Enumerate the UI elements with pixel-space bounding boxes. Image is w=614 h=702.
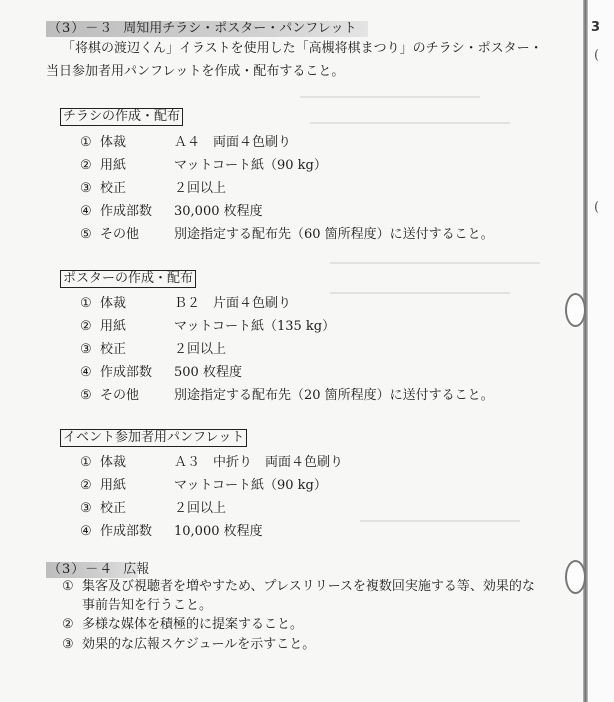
intro-line-2: 当日参加者用パンフレットを作成・配布すること。: [46, 64, 345, 79]
section-title: 周知用チラシ・ポスター・パンフレット: [123, 21, 357, 36]
section-title: 広報: [123, 562, 150, 577]
edge-mark: (: [594, 48, 600, 63]
page-number: 3: [591, 20, 601, 35]
block-title-flyer: チラシの作成・配布: [60, 108, 183, 126]
block-title-poster: ポスターの作成・配布: [60, 270, 196, 288]
bleed-through-line: [300, 96, 480, 98]
document-page: （3）－３ 周知用チラシ・ポスター・パンフレット 「将棋の渡辺くん」イラストを使用した「高槻将棋まつり」のチラシ・ポスター・ 当日参加者用パンフレットを作成・配布すること。 チラシの作成・配布 ① 体裁 Ａ４ 両面４色刷り ② 用紙 マットコート紙（90 kg） ③ 校正 ２回以上 ④ 作成部数 30,000 枚程度 ⑤ その他 別途指定する配布先（60 箇所程度）に送付すること。 ポスターの作成・配布 ① 体裁 Ｂ２ 片面４色刷り ② 用紙 マットコート紙（135 kg） ③ 校正 ２回以上 ④ 作成部数 500 枚程度 ⑤ その他 別途指定する配布先（20 箇所程度）に送付すること。 イベント参加者用パンフレット ① 体裁 Ａ３ 中折り 両面４色刷り ② 用紙 マットコート紙（90 kg） ③ 校正 ２回以上 ④ 作成部数 10,000 枚程度 （3）－４ 広報 ① 集客及び視聴者を増やすため、プレスリリースを複数回実施する等、効果的な 事前告知を行うこと。 ② 多様な媒体を積極的に提案すること。 ③ 効果的な広報スケジュールを示すこと。: [0, 0, 585, 702]
binder-hole: [565, 293, 586, 327]
section-number: （3）－３: [48, 21, 114, 36]
intro-line-1: 「将棋の渡辺くん」イラストを使用した「高槻将棋まつり」のチラシ・ポスター・: [62, 41, 543, 56]
section-header-3-4: [46, 562, 150, 578]
bleed-through-line: [360, 520, 520, 522]
block-title-pamphlet: イベント参加者用パンフレット: [60, 429, 247, 447]
section-header-3-3: [46, 21, 368, 37]
bleed-through-line: [330, 292, 510, 294]
bleed-through-line: [310, 122, 510, 124]
bleed-through-line: [330, 262, 540, 264]
adjacent-page-strip: [588, 0, 614, 702]
edge-mark: (: [594, 200, 600, 215]
binder-hole: [565, 560, 586, 594]
section-number: （3）－４: [48, 562, 114, 577]
